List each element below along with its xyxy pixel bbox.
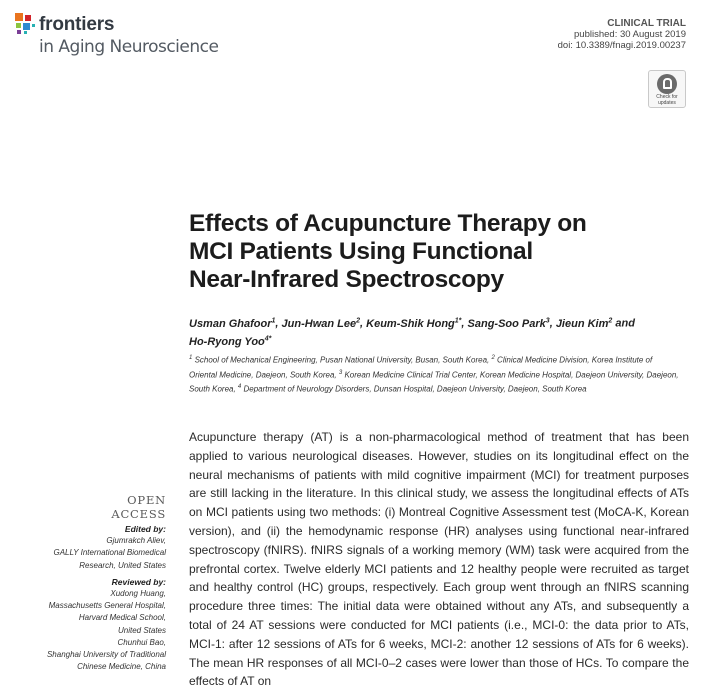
affiliations bbox=[189, 352, 679, 396]
article-meta bbox=[558, 18, 686, 51]
editor-line: Research, United States bbox=[79, 560, 166, 570]
editorial-sidebar bbox=[20, 523, 166, 673]
affiliation: Korean Medicine Clinical Trial Center, Korean Medicine Hospital, Daejeon University, Daejeon, South Korea, bbox=[189, 370, 679, 394]
author[interactable]: Jun-Hwan Lee$^2$ bbox=[281, 317, 361, 330]
reviewer-line: Chinese Medicine, China bbox=[77, 662, 166, 672]
affiliation: Department of Neurology Disorders, Dunsan Hospital, Daejeon University, Daejeon, South Korea bbox=[241, 384, 587, 394]
frontiers-squares-icon bbox=[14, 12, 36, 36]
bookmark-icon bbox=[657, 74, 677, 94]
published-date: published: 30 August 2019 bbox=[574, 29, 686, 40]
affiliation: Clinical Medicine Division, Korea Institute of Oriental Medicine, Daejeon, South Korea, bbox=[189, 355, 653, 380]
title-line: Effects of Acupuncture Therapy on bbox=[189, 210, 587, 237]
affiliation-number: 1 bbox=[189, 355, 193, 361]
journal-name: in Aging Neuroscience bbox=[39, 37, 219, 57]
affiliation-number: 2 bbox=[491, 355, 495, 361]
editor-line: GALLY International Biomedical bbox=[53, 548, 166, 558]
journal-logo[interactable] bbox=[14, 10, 244, 58]
abstract-text: Acupuncture therapy (AT) is a non-pharmacological method of treatment that has been applied to various neurological diseases. However, studies on its longitudinal effect on the neural mechanisms of patients with mild cognitive impairment (MCI) for treatment purposes are still lacking in the literature. In this clinical study, we assess the longitudinal effects of ATs on MCI patients using two methods: (i) Montreal Cognitive Assessment test (MoCA-K, Korean version), and (ii) the hemodynamic response (HR) analyses using functional near-infrared spectroscopy (fNIRS). fNIRS signals of a working memory (WM) task were acquired from the prefrontal cortex. Twelve elderly MCI patients and 12 healthy people were recruited as target and healthy control (HC) groups, respectively. Each group went through an fNIRS scanning procedure three times: The initial data were obtained without any ATs, and subsequently a total of 24 AT sessions were conducted for MCI patients (i.e., MCI-0: the data prior to ATs, MCI-1: after 12 sessions of ATs for 6 weeks, MCI-2: another 12 sessions of ATs for 6 weeks). The mean HR responses of all MCI-0–2 cases were lower than those of HCs. To compare the effects of AT on bbox=[189, 430, 689, 689]
edited-by-label: Edited by: bbox=[124, 524, 166, 534]
author[interactable]: Keum-Shik Hong$^{1*}$ bbox=[366, 317, 462, 330]
article-type: CLINICAL TRIAL bbox=[607, 18, 686, 29]
reviewer-line: Massachusetts General Hospital, bbox=[48, 601, 166, 611]
doi[interactable]: doi: 10.3389/fnagi.2019.00237 bbox=[557, 40, 686, 51]
check-for-updates-badge[interactable] bbox=[648, 70, 686, 108]
editor-line[interactable]: Gjumrakch Aliev, bbox=[106, 536, 166, 546]
open-access-label: OPEN ACCESS bbox=[111, 493, 166, 521]
author[interactable]: Sang-Soo Park$^3$ bbox=[467, 317, 550, 330]
author[interactable]: Ho-Ryong Yoo$^{4*}$ bbox=[189, 335, 272, 349]
affiliation: School of Mechanical Engineering, Pusan National University, Busan, South Korea, bbox=[192, 355, 492, 365]
author-list: Usman Ghafoor$^1$, Jun-Hwan Lee$^2$, Keum-Shik Hong$^{1*}$, Sang-Soo Park$^3$, Jieun Kim$^2$ and Ho-Ryong Yoo$^{4*}$ bbox=[189, 317, 635, 349]
author[interactable]: Usman Ghafoor$^1$ bbox=[189, 317, 276, 330]
badge-label-line2: updates bbox=[658, 100, 676, 106]
brand-name: frontiers bbox=[39, 14, 115, 35]
article-title bbox=[189, 210, 679, 294]
reviewer-line[interactable]: Xudong Huang, bbox=[110, 589, 166, 599]
reviewer-line: United States bbox=[117, 625, 166, 635]
reviewer-line: Shanghai University of Traditional bbox=[46, 650, 166, 660]
reviewer-line[interactable]: Chunhui Bao, bbox=[117, 637, 166, 647]
title-line: MCI Patients Using Functional bbox=[189, 238, 533, 265]
affiliation-number: 4 bbox=[237, 384, 242, 391]
author[interactable]: Jieun Kim$^2$ bbox=[555, 317, 613, 330]
reviewed-by-label: Reviewed by: bbox=[111, 576, 166, 587]
badge-label-line1: Check for bbox=[656, 94, 678, 100]
affiliation-number: 3 bbox=[338, 369, 343, 376]
title-line: Near-Infrared Spectroscopy bbox=[189, 266, 504, 293]
reviewer-line: Harvard Medical School, bbox=[78, 613, 166, 623]
